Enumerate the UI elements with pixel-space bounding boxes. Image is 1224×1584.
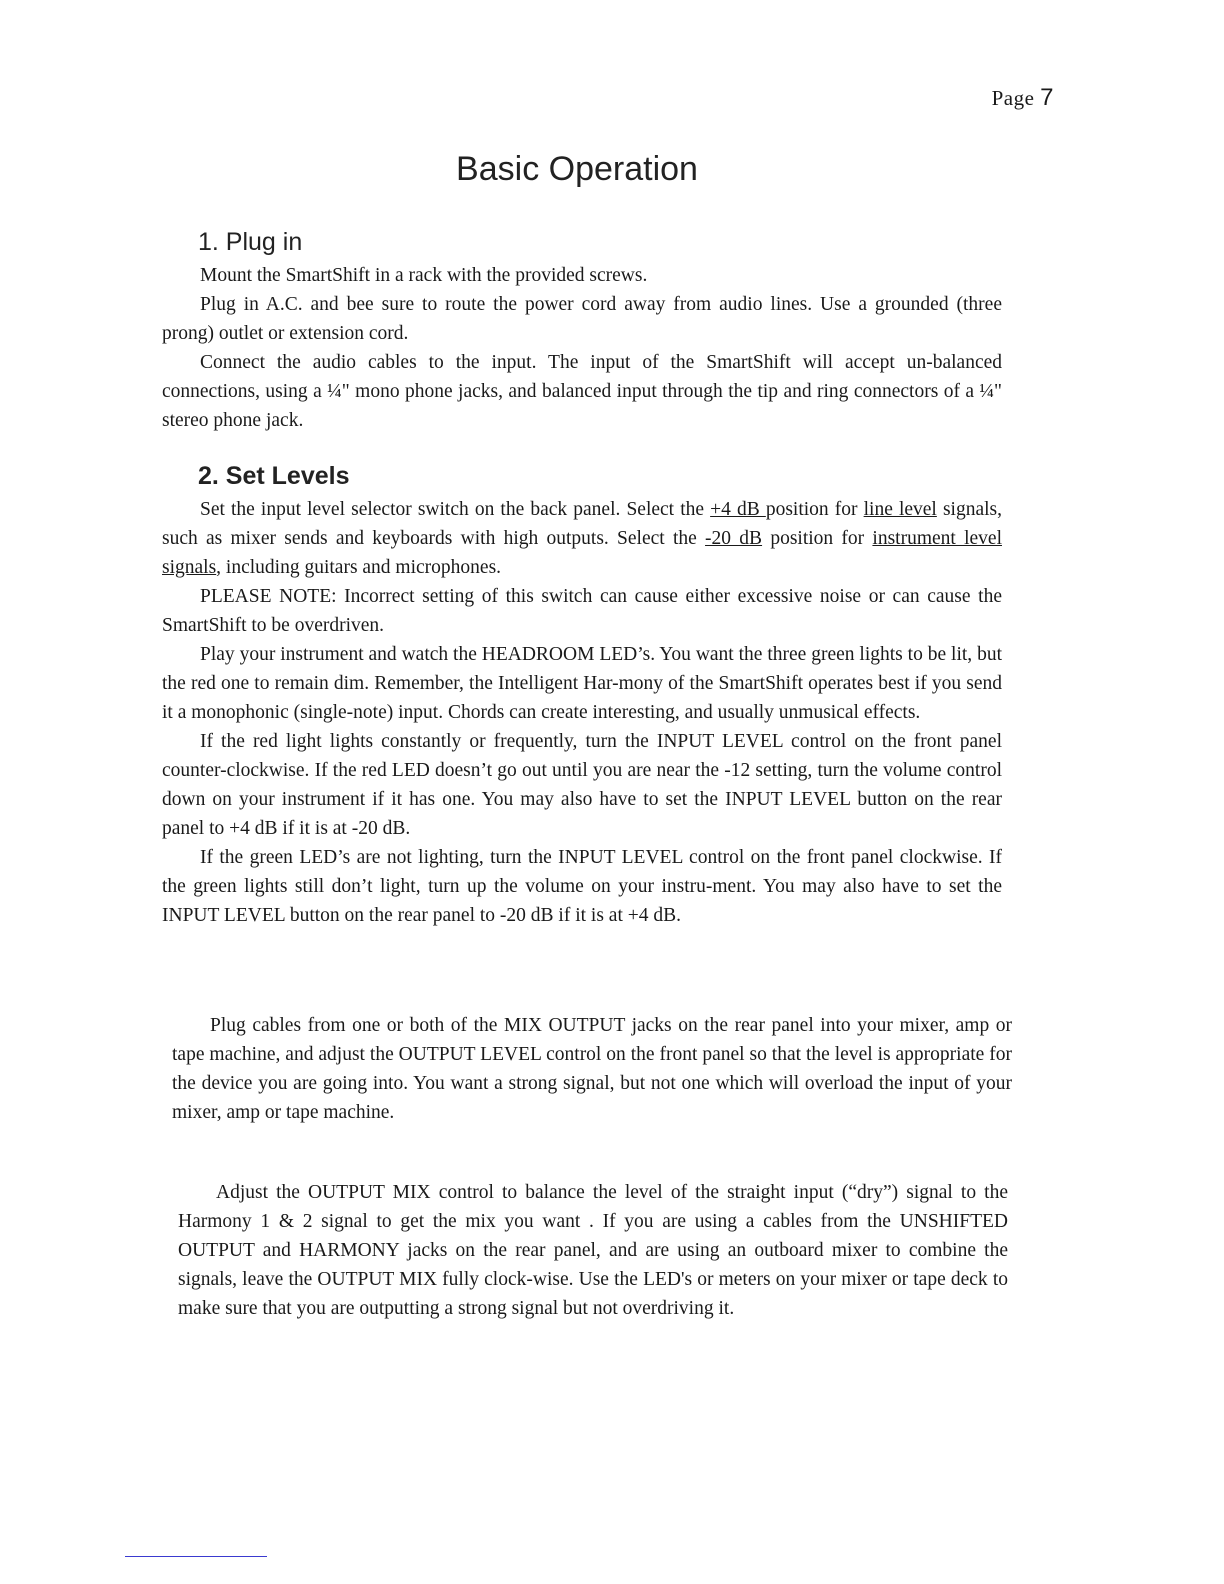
paragraph: Connect the audio cables to the input. The input of the SmartShift will accept un-balanced connections, using a ¼" mono phone jacks, and balanced input through the tip and ring connectors of a ¼" stereo phone jack. (162, 352, 1002, 431)
footer-rule (125, 1556, 267, 1557)
paragraph (162, 495, 1002, 582)
paragraph: Adjust the OUTPUT MIX control to balance the level of the straight input (“dry”) signal to the Harmony 1 & 2 signal to get the mix you want . If you are using a cables from the UNSHIFTED OUTPUT and HARMONY jacks on the rear panel, and are using an outboard mixer to combine the signals, leave the OUTPUT MIX fully clock-wise. Use the LED's or meters on your mixer or tape deck to make sure that you are outputting a strong signal but not overdriving it. (178, 1182, 1008, 1319)
text-run: position for (765, 499, 864, 520)
section-output (172, 1011, 1012, 1127)
paragraph: Mount the SmartShift in a rack with the provided screws. (200, 265, 648, 286)
paragraph: Plug in A.C. and bee sure to route the power cord away from audio lines. Use a grounded (three prong) outlet or extension cord. (162, 294, 1002, 344)
paragraph: If the red light lights constantly or frequently, turn the INPUT LEVEL control on the front panel counter-clockwise. If the red LED doesn’t go out until you are near the -12 setting, turn the volume control down on your instrument if it has one. You may also have to set the INPUT LEVEL button on the rear panel to +4 dB if it is at -20 dB. (162, 731, 1002, 839)
paragraph: PLEASE NOTE: Incorrect setting of this switch can cause either excessive noise or can cause the SmartShift to be overdriven. (162, 586, 1002, 636)
page-number-value: 7 (1040, 84, 1054, 111)
page-title: Basic Operation (456, 150, 698, 188)
underlined-term: -20 dB (705, 528, 763, 549)
page-number (992, 84, 1054, 112)
text-run: position for (762, 528, 873, 549)
page-label: Page (991, 86, 1035, 110)
section-heading-set-levels: 2. Set Levels (198, 462, 350, 490)
underlined-term: instrument level signals (162, 528, 1002, 578)
section-set-levels (162, 462, 1002, 930)
underlined-term: +4 dB (710, 499, 766, 520)
section-heading-plug-in: 1. Plug in (198, 228, 303, 256)
section-mix (178, 1178, 1008, 1323)
section-plug-in (162, 228, 1002, 435)
text-run: Set the input level selector switch on the back panel. Select the (200, 499, 711, 520)
paragraph: Plug cables from one or both of the MIX OUTPUT jacks on the rear panel into your mixer, amp or tape machine, and adjust the OUTPUT LEVEL control on the front panel so that the level is appropriate for the device you are going into. You want a strong signal, but not one which will overload the input of your mixer, amp or tape machine. (172, 1015, 1012, 1123)
underlined-term: line level (863, 499, 937, 520)
text-run: signals, such as mixer sends and keyboards with high outputs. Select the (162, 499, 1002, 549)
paragraph: If the green LED’s are not lighting, turn the INPUT LEVEL control on the front panel clockwise. If the green lights still don’t light, turn up the volume on your instru-ment. You may also have to set the INPUT LEVEL button on the rear panel to -20 dB if it is at +4 dB. (162, 847, 1002, 926)
paragraph: Play your instrument and watch the HEADROOM LED’s. You want the three green lights to be lit, but the red one to remain dim. Remember, the Intelligent Har-mony of the SmartShift operates best if you send it a monophonic (single-note) input. Chords can create interesting, and usually unmusical effects. (162, 644, 1002, 723)
text-run: , including guitars and microphones. (216, 557, 502, 578)
